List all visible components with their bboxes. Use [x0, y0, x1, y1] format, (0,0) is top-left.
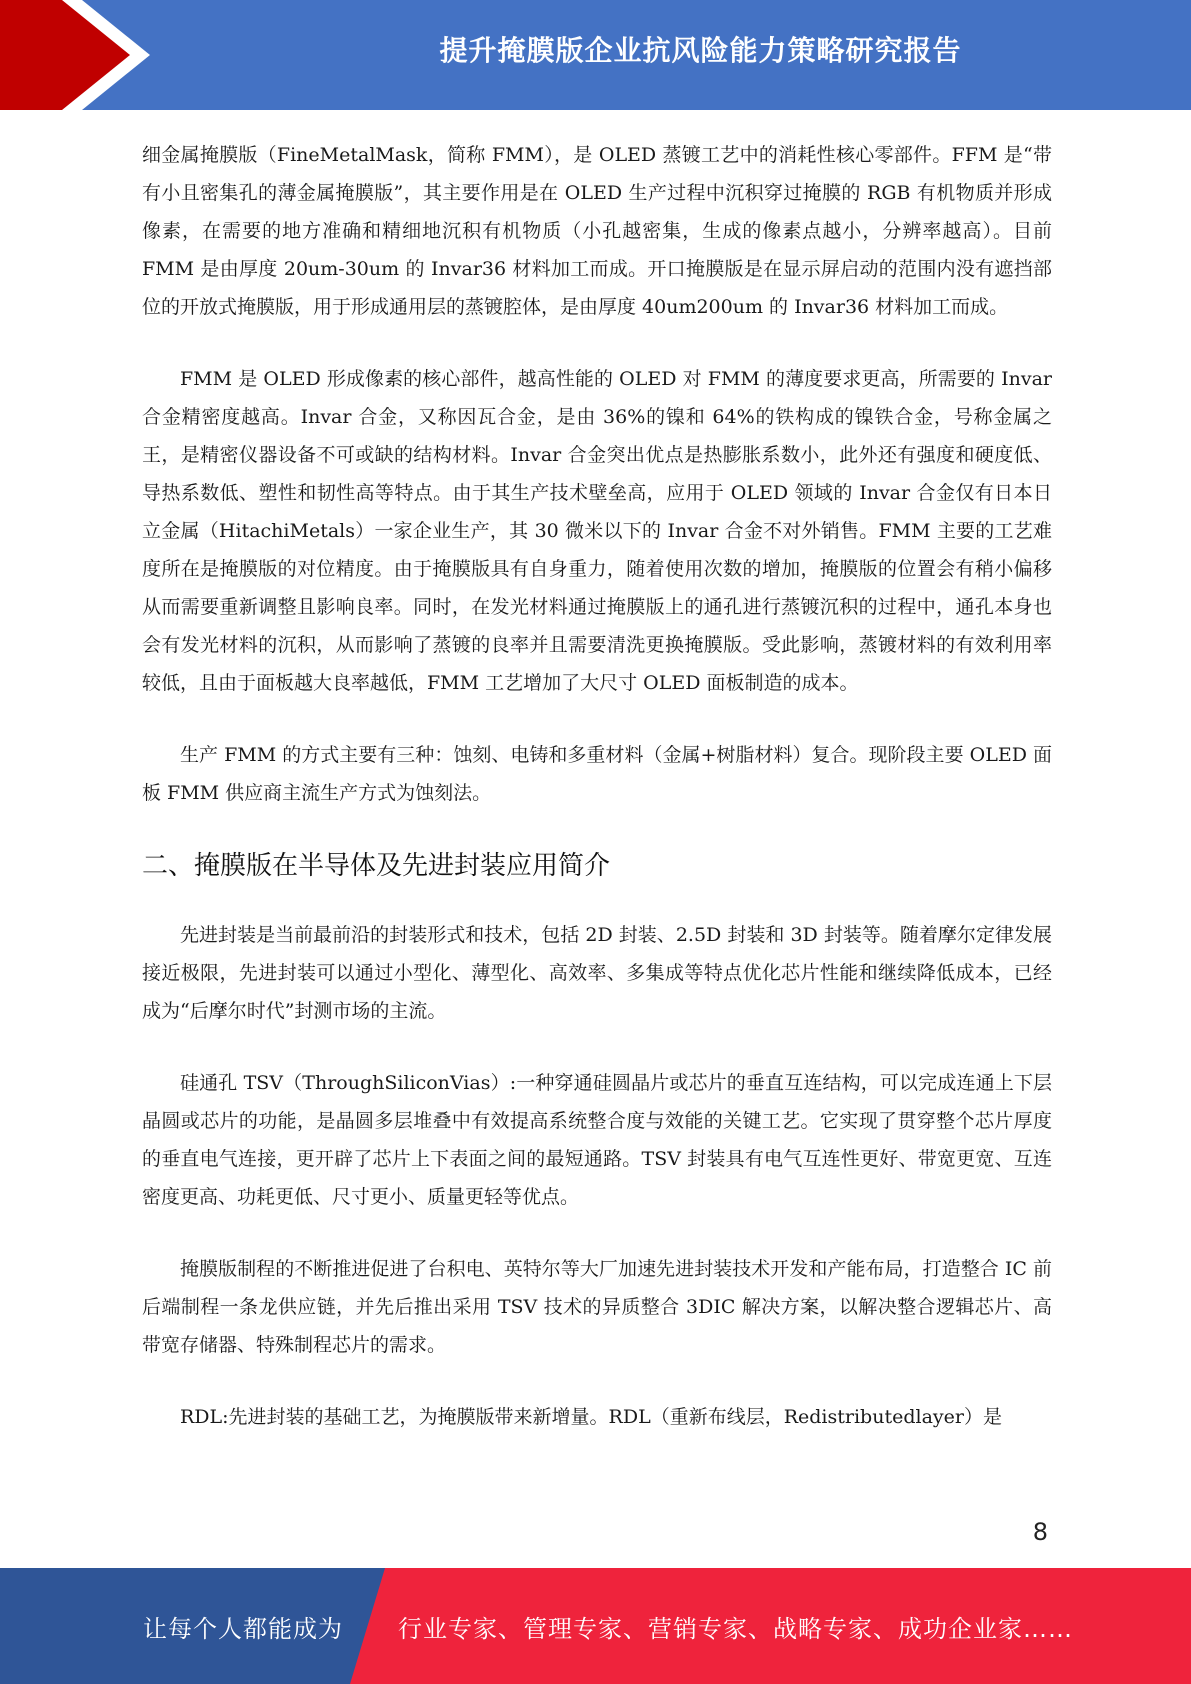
report-title: 提升掩膜版企业抗风险能力策略研究报告: [439, 34, 962, 67]
page-number: 8: [1032, 1518, 1048, 1546]
paragraph-mask-process: 掩膜版制程的不断推进促进了台积电、英特尔等大厂加速先进封装技术开发和产能布局，打造整合 IC 前后端制程一条龙供应链，并先后推出采用 TSV 技术的异质整合 3DIC 解决方案，以解决整合逻辑芯片、高带宽存储器、特殊制程芯片的需求。: [142, 1258, 1052, 1356]
red-chevron-icon: [0, 0, 160, 110]
footer-slogan-right: 行业专家、管理专家、营销专家、战略专家、成功企业家……: [398, 1615, 1073, 1643]
paragraph-advanced-packaging: 先进封装是当前最前沿的封装形式和技术，包括 2D 封装、2.5D 封装和 3D 封装等。随着摩尔定律发展接近极限，先进封装可以通过小型化、薄型化、高效率、多集成等特点优化芯片性能和继续降低成本，已经成为“后摩尔时代”封测市场的主流。: [142, 924, 1052, 1022]
footer-banner: [0, 1568, 1191, 1684]
paragraph-fmm-production: 生产 FMM 的方式主要有三种：蚀刻、电铸和多重材料（金属+树脂材料）复合。现阶段主要 OLED 面板 FMM 供应商主流生产方式为蚀刻法。: [142, 744, 1052, 804]
paragraph-rdl: RDL:先进封装的基础工艺，为掩膜版带来新增量。RDL（重新布线层，Redistributedlayer）是: [180, 1406, 1002, 1428]
paragraph-tsv: 硅通孔 TSV（ThroughSiliconVias）:一种穿通硅圆晶片或芯片的垂直互连结构，可以完成连通上下层晶圆或芯片的功能，是晶圆多层堆叠中有效提高系统整合度与效能的关键工艺。它实现了贯穿整个芯片厚度的垂直电气连接，更开辟了芯片上下表面之间的最短通路。TSV 封装具有电气互连性更好、带宽更宽、互连密度更高、功耗更低、尺寸更小、质量更轻等优点。: [142, 1072, 1052, 1208]
paragraph-fmm-invar: FMM 是 OLED 形成像素的核心部件，越高性能的 OLED 对 FMM 的薄度要求更高，所需要的 Invar 合金精密度越高。Invar 合金，又称因瓦合金，是由 36%的镍和 64%的铁构成的镍铁合金，号称金属之王，是精密仪器设备不可或缺的结构材料。Invar 合金突出优点是热膨胀系数小，此外还有强度和硬度低、导热系数低、塑性和韧性高等特点。由于其生产技术壁垒高，应用于 OLED 领域的 Invar 合金仅有日本日立金属（HitachiMetals）一家企业生产，其 30 微米以下的 Invar 合金不对外销售。FMM 主要的工艺难度所在是掩膜版的对位精度。由于掩膜版具有自身重力，随着使用次数的增加，掩膜版的位置会有稍小偏移从而需要重新调整且影响良率。同时，在发光材料通过掩膜版上的通孔进行蒸镀沉积的过程中，通孔本身也会有发光材料的沉积，从而影响了蒸镀的良率并且需要清洗更换掩膜版。受此影响，蒸镀材料的有效利用率较低，且由于面板越大良率越低，FMM 工艺增加了大尺寸 OLED 面板制造的成本。: [142, 368, 1052, 694]
section-heading: 二、掩膜版在半导体及先进封装应用简介: [142, 851, 611, 881]
header-banner: [0, 0, 1191, 110]
paragraph-fmm-intro: 细金属掩膜版（FineMetalMask，简称 FMM），是 OLED 蒸镀工艺中的消耗性核心零部件。FFM 是“带有小且密集孔的薄金属掩膜版”，其主要作用是在 OLED 生产过程中沉积穿过掩膜的 RGB 有机物质并形成像素，在需要的地方准确和精细地沉积有机物质（小孔越密集，生成的像素点越小，分辨率越高）。目前 FMM 是由厚度 20um-30um 的 Invar36 材料加工而成。开口掩膜版是在显示屏启动的范围内没有遮挡部位的开放式掩膜版，用于形成通用层的蒸镀腔体，是由厚度 40um200um 的 Invar36 材料加工而成。: [142, 144, 1052, 318]
footer-slogan-left: 让每个人都能成为: [143, 1615, 343, 1643]
page-content: [142, 136, 1052, 1470]
